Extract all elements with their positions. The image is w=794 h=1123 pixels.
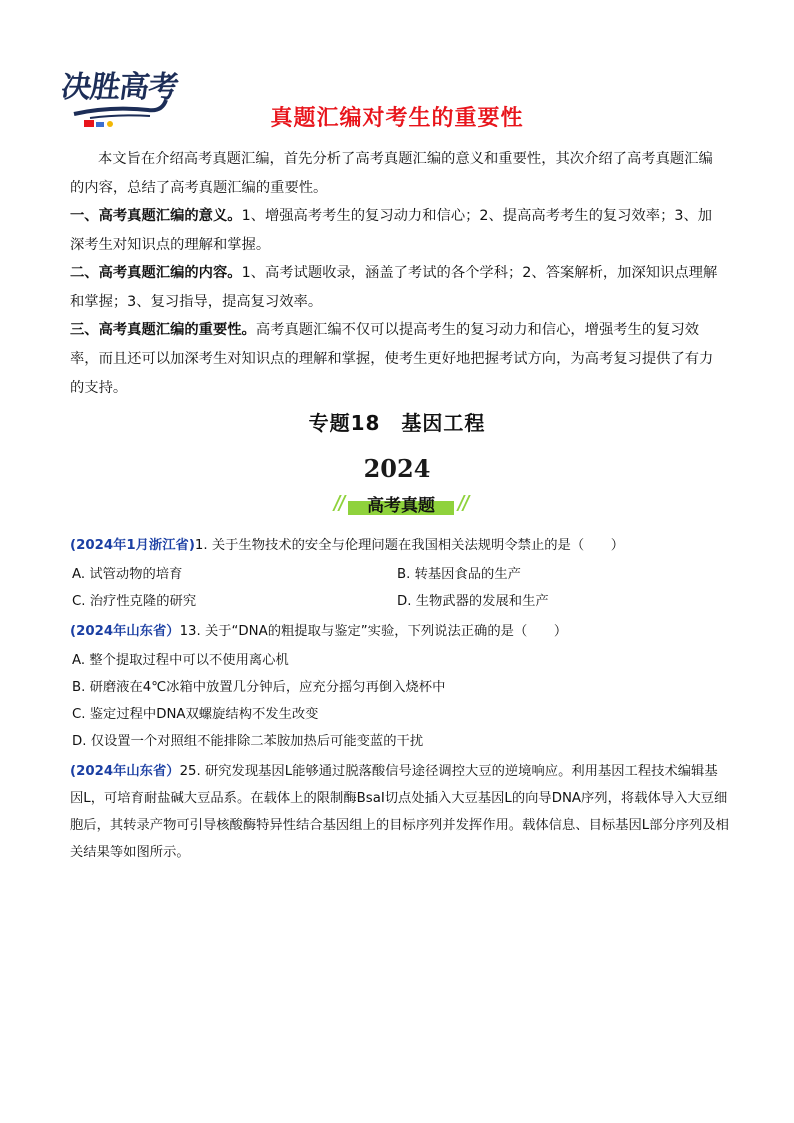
section-3-body: 高考真题汇编不仅可以提高考生的复习动力和信心，增强考生的复习效率，而且还可以加深考生对知识点的理解和掌握，使考生更好地把握考试方向，为高考复习提供了有力的支持。	[70, 322, 714, 396]
question-1-option-b: B. 转基因食品的生产	[397, 567, 521, 582]
section-1-body: 1、增强高考考生的复习动力和信心；2、提高高考考生的复习效率；3、加深考生对知识点的理解和掌握。	[70, 208, 713, 253]
question-1-stem: 1. 关于生物技术的安全与伦理问题在我国相关法规明令禁止的是（ ）	[194, 538, 625, 553]
section-1-heading: 一、高考真题汇编的意义。	[70, 208, 242, 224]
question-2	[70, 618, 730, 645]
question-1	[70, 532, 730, 559]
question-3-stem: 25. 研究发现基因L能够通过脱落酸信号途径调控大豆的逆境响应。利用基因工程技术编辑基因L，可培育耐盐碱大豆品系。在载体上的限制酶BsaI切点处插入大豆基因L的向导DNA序列，将载体导入大豆细胞后，其转录产物可引导核酸酶特异性结合基因组上的目标序列并发挥作用。载体信息、目标基因L部分序列及相关结果等如图所示。	[70, 764, 729, 860]
question-3	[70, 758, 730, 866]
section-2-body: 1、高考试题收录，涵盖了考试的各个学科；2、答案解析，加深知识点理解和掌握；3、复习指导，提高复习效率。	[70, 265, 718, 310]
section-3-heading: 三、高考真题汇编的重要性。	[70, 322, 256, 338]
topic-heading: 专题18 基因工程	[308, 411, 486, 435]
question-3-source: (2024年山东省）	[70, 764, 180, 779]
question-2-option-a: A. 整个提取过程中可以不使用离心机	[72, 653, 289, 668]
question-2-option-c: C. 鉴定过程中DNA双螺旋结构不发生改变	[72, 707, 319, 722]
section-3	[70, 316, 726, 403]
question-2-source: (2024年山东省）	[70, 624, 180, 639]
exam-banner	[344, 489, 458, 517]
question-1-source: (2024年1月浙江省)	[70, 538, 195, 553]
page-title: 真题汇编对考生的重要性	[270, 106, 524, 131]
intro-paragraph: 本文旨在介绍高考真题汇编，首先分析了高考真题汇编的意义和重要性，其次介绍了高考真题汇编的内容，总结了高考真题汇编的重要性。	[70, 151, 713, 196]
banner-label: 高考真题	[367, 496, 435, 516]
question-1-option-d: D. 生物武器的发展和生产	[397, 594, 549, 609]
year-heading: 2024	[363, 454, 431, 483]
question-1-option-c: C. 治疗性克隆的研究	[72, 594, 197, 609]
section-2	[70, 259, 726, 317]
question-2-stem: 13. 关于“DNA的粗提取与鉴定”实验，下列说法正确的是（ ）	[179, 624, 568, 639]
section-1	[70, 202, 726, 260]
logo-text: 决胜高考	[59, 70, 180, 105]
question-2-option-b: B. 研磨液在4℃冰箱中放置几分钟后，应充分摇匀再倒入烧杯中	[72, 680, 446, 695]
question-2-option-d: D. 仅设置一个对照组不能排除二苯胺加热后可能变蓝的干扰	[72, 734, 424, 749]
question-1-option-a: A. 试管动物的培育	[72, 567, 183, 582]
section-2-heading: 二、高考真题汇编的内容。	[70, 265, 242, 281]
